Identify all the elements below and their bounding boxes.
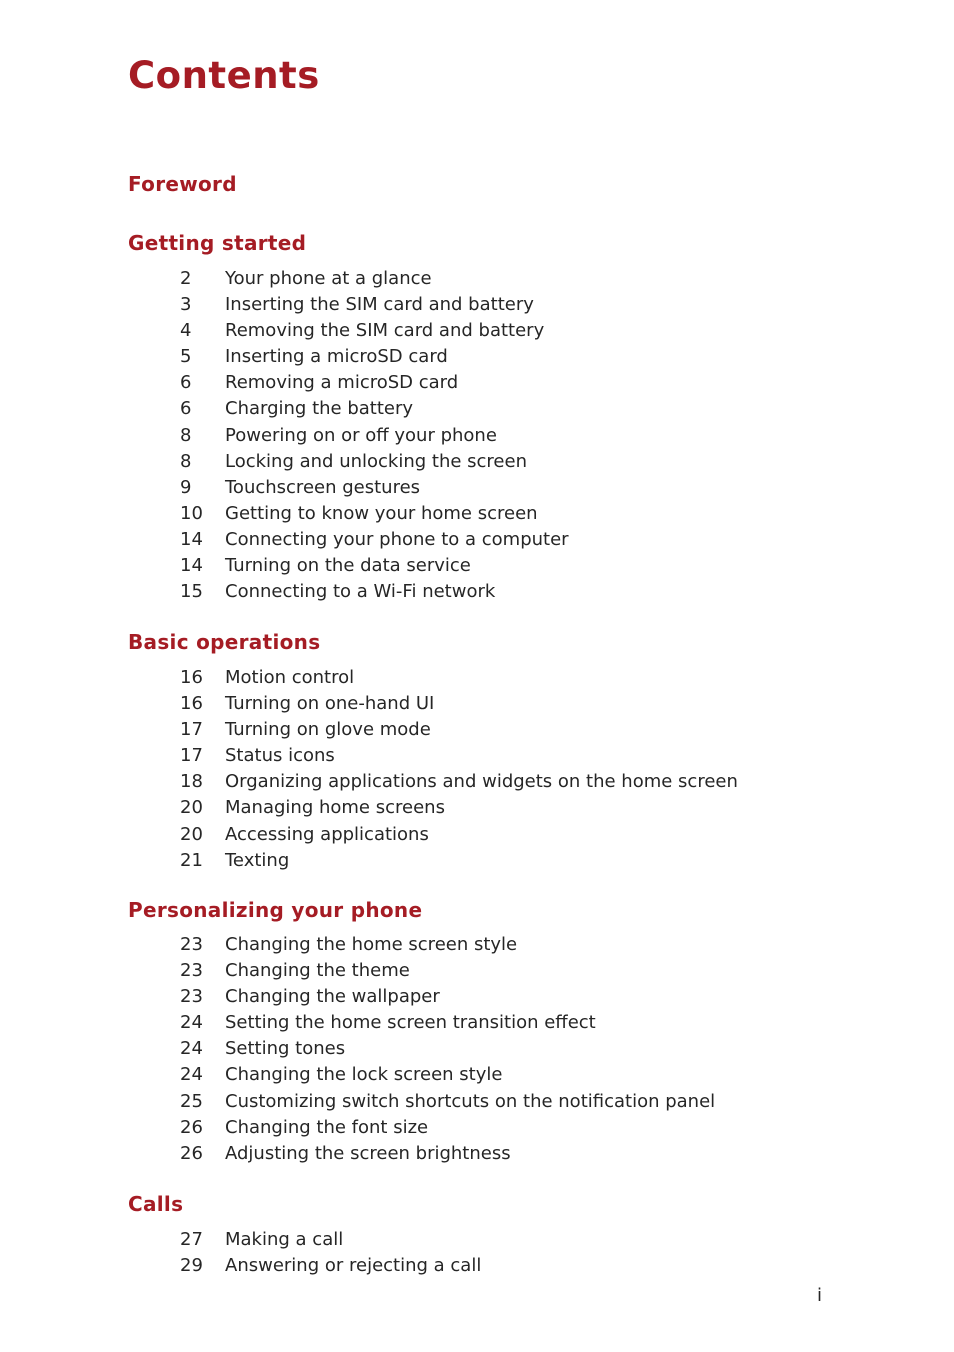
toc-entry[interactable]: [180, 1089, 715, 1115]
toc-entry-page-number: 8: [180, 424, 192, 446]
toc-entry-page-number: 25: [180, 1090, 203, 1112]
toc-entry-title: Answering or rejecting a call: [225, 1255, 482, 1277]
toc-entry[interactable]: [180, 665, 738, 691]
toc-entry-title: Getting to know your home screen: [225, 502, 538, 524]
toc-entry-page-number: 23: [180, 986, 203, 1008]
toc-entry[interactable]: [180, 795, 738, 821]
toc-entry-list: [180, 1227, 481, 1279]
toc-entry[interactable]: [180, 423, 569, 449]
section-heading-personalizing[interactable]: Personalizing your phone: [128, 898, 423, 922]
toc-entry[interactable]: [180, 370, 569, 396]
toc-entry-page-number: 15: [180, 581, 203, 603]
toc-entry[interactable]: [180, 318, 569, 344]
toc-entry-page-number: 2: [180, 268, 192, 289]
toc-entry-page-number: 16: [180, 693, 203, 715]
toc-entry-page-number: 6: [180, 372, 192, 394]
toc-entry[interactable]: [180, 344, 569, 370]
toc-entry[interactable]: [180, 396, 569, 422]
toc-entry-page-number: 20: [180, 823, 203, 845]
toc-entry-list: [180, 266, 569, 605]
toc-entry-page-number: 9: [180, 476, 192, 498]
toc-entry[interactable]: [180, 1141, 715, 1167]
toc-entry-title: Adjusting the screen brightness: [225, 1142, 511, 1164]
toc-entry-title: Status icons: [225, 745, 335, 767]
toc-entry-title: Customizing switch shortcuts on the notification panel: [225, 1090, 716, 1112]
toc-entry-page-number: 4: [180, 320, 192, 342]
toc-entry-page-number: 5: [180, 346, 192, 368]
toc-entry-title: Locking and unlocking the screen: [225, 450, 527, 472]
toc-entry-page-number: 17: [180, 719, 203, 741]
toc-entry[interactable]: [180, 958, 715, 984]
toc-entry-title: Removing a microSD card: [225, 372, 459, 394]
toc-entry-title: Turning on glove mode: [225, 719, 431, 741]
toc-entry-title: Changing the wallpaper: [225, 986, 440, 1008]
toc-entry[interactable]: [180, 932, 715, 958]
toc-entry-title: Changing the lock screen style: [225, 1064, 503, 1086]
toc-entry[interactable]: [180, 266, 569, 292]
toc-entry-page-number: 18: [180, 771, 203, 793]
toc-entry-title: Changing the theme: [225, 960, 410, 982]
toc-entry[interactable]: [180, 1227, 481, 1253]
toc-entry[interactable]: [180, 553, 569, 579]
toc-entry-list: [180, 665, 738, 874]
toc-entry[interactable]: [180, 292, 569, 318]
toc-entry-title: Texting: [225, 849, 290, 871]
section-heading-calls[interactable]: Calls: [128, 1192, 184, 1216]
toc-entry-page-number: 14: [180, 528, 203, 550]
toc-entry-title: Inserting the SIM card and battery: [225, 294, 534, 316]
toc-entry-title: Making a call: [225, 1229, 344, 1250]
toc-entry-title: Powering on or off your phone: [225, 424, 497, 446]
toc-entry-page-number: 21: [180, 849, 203, 871]
toc-entry-title: Your phone at a glance: [225, 268, 432, 289]
toc-entry-page-number: 3: [180, 294, 192, 316]
toc-entry-title: Charging the battery: [225, 398, 414, 420]
toc-entry-page-number: 29: [180, 1255, 203, 1277]
toc-entry-list: [180, 932, 715, 1167]
toc-entry-title: Organizing applications and widgets on the home screen: [225, 771, 738, 793]
toc-entry-title: Touchscreen gestures: [225, 476, 421, 498]
toc-entry[interactable]: [180, 717, 738, 743]
toc-entry[interactable]: [180, 1062, 715, 1088]
toc-entry-page-number: 23: [180, 934, 203, 955]
toc-entry-title: Removing the SIM card and battery: [225, 320, 545, 342]
toc-entry-page-number: 24: [180, 1038, 203, 1060]
toc-entry-title: Setting tones: [225, 1038, 346, 1060]
toc-entry-page-number: 26: [180, 1116, 203, 1138]
toc-entry[interactable]: [180, 1115, 715, 1141]
section-heading-getting-started[interactable]: Getting started: [128, 231, 307, 255]
toc-entry-title: Turning on the data service: [225, 555, 471, 577]
toc-entry[interactable]: [180, 743, 738, 769]
toc-entry[interactable]: [180, 475, 569, 501]
toc-entry-title: Accessing applications: [225, 823, 429, 845]
toc-entry-title: Connecting to a Wi-Fi network: [225, 581, 496, 603]
toc-entry[interactable]: [180, 848, 738, 874]
toc-entry-title: Changing the home screen style: [225, 934, 518, 955]
toc-entry-title: Setting the home screen transition effect: [225, 1012, 596, 1034]
toc-entry[interactable]: [180, 579, 569, 605]
toc-entry-page-number: 17: [180, 745, 203, 767]
toc-entry-page-number: 26: [180, 1142, 203, 1164]
toc-entry-page-number: 14: [180, 555, 203, 577]
toc-entry-page-number: 24: [180, 1064, 203, 1086]
toc-entry-page-number: 10: [180, 502, 203, 524]
toc-entry-title: Changing the font size: [225, 1116, 429, 1138]
toc-entry-page-number: 27: [180, 1229, 203, 1250]
toc-entry[interactable]: [180, 501, 569, 527]
toc-entry-title: Connecting your phone to a computer: [225, 528, 569, 550]
toc-entry[interactable]: [180, 1253, 481, 1279]
page-title: Contents: [128, 54, 320, 97]
toc-entry-page-number: 6: [180, 398, 192, 420]
toc-entry[interactable]: [180, 984, 715, 1010]
page-number: i: [817, 1285, 823, 1306]
toc-entry-page-number: 20: [180, 797, 203, 819]
toc-entry-page-number: 8: [180, 450, 192, 472]
toc-entry[interactable]: [180, 449, 569, 475]
toc-entry[interactable]: [180, 1036, 715, 1062]
toc-entry[interactable]: [180, 769, 738, 795]
toc-entry-title: Turning on one-hand UI: [225, 693, 435, 715]
toc-entry-page-number: 16: [180, 667, 203, 688]
toc-entry-title: Managing home screens: [225, 797, 445, 819]
toc-entry[interactable]: [180, 527, 569, 553]
toc-entry-title: Inserting a microSD card: [225, 346, 448, 368]
toc-entry-page-number: 23: [180, 960, 203, 982]
toc-entry-title: Motion control: [225, 667, 355, 688]
toc-entry[interactable]: [180, 822, 738, 848]
toc-entry-page-number: 24: [180, 1012, 203, 1034]
toc-entry[interactable]: [180, 1010, 715, 1036]
section-heading-foreword[interactable]: Foreword: [128, 172, 237, 196]
section-heading-basic-operations[interactable]: Basic operations: [128, 630, 321, 654]
toc-entry[interactable]: [180, 691, 738, 717]
